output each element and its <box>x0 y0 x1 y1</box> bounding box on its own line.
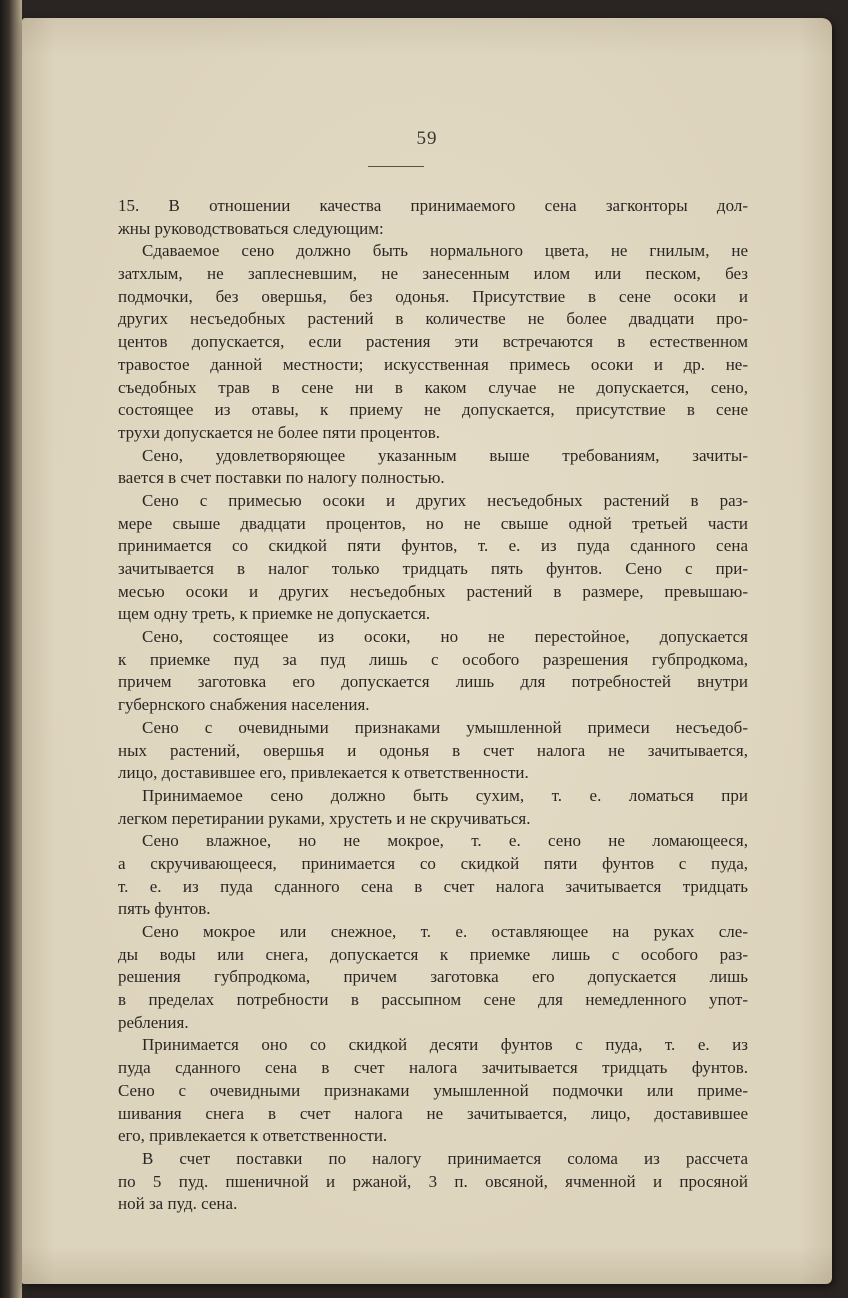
page-text-body <box>118 195 748 1216</box>
text-line: других несъедобных растений в количестве не более двадцати про- <box>118 309 748 329</box>
text-line: его, привлекается к ответственности. <box>118 1126 388 1146</box>
text-line: т. е. из пуда сданного сена в счет налога зачитывается тридцать <box>118 876 748 896</box>
book-binding <box>0 0 22 1298</box>
text-line: Сдаваемое сено должно быть нормального цвета, не гнилым, не <box>142 241 748 261</box>
text-line: Сено влажное, но не мокрое, т. е. сено не ломающееся, <box>142 831 748 851</box>
text-line: причем заготовка его допускается лишь для потребностей внутри <box>118 672 748 692</box>
text-line: вается в счет поставки по налогу полностью. <box>118 468 445 488</box>
text-line: зачитывается в налог только тридцать пять фунтов. Сено с при- <box>118 559 748 578</box>
text-line: месью осоки и других несъедобных растений в размере, превышаю- <box>118 581 748 601</box>
page-number-rule <box>368 166 424 167</box>
text-line: Сено с примесью осоки и других несъедобных растений в раз- <box>142 490 748 510</box>
text-line: Принимаемое сено должно быть сухим, т. е. ломаться при <box>142 785 748 805</box>
text-line: легком перетирании руками, хрустеть и не скручиваться. <box>118 808 531 828</box>
text-line: пуда сданного сена в счет налога зачитывается тридцать фунтов. <box>118 1058 748 1078</box>
text-line: Принимается оно со скидкой десяти фунтов с пуда, т. е. из <box>142 1035 748 1055</box>
text-line: пять фунтов. <box>118 899 211 919</box>
text-line: 15. В отношении качества принимаемого сена загконторы дол- <box>118 196 748 215</box>
text-line: решения губпродкома, причем заготовка его допускается лишь <box>118 967 748 987</box>
text-line: Сено с очевидными признаками умышленной примеси несъедоб- <box>142 717 748 737</box>
page-number: 59 <box>416 128 438 149</box>
text-line: лицо, доставившее его, привлекается к ответственности. <box>118 763 529 783</box>
text-line: Сено мокрое или снежное, т. е. оставляющее на руках сле- <box>142 922 748 941</box>
text-line: щем одну треть, к приемке не допускается. <box>118 604 431 624</box>
text-line: В счет поставки по налогу принимается солома из рассчета <box>142 1148 748 1168</box>
text-line: трухи допускается не более пяти процентов. <box>118 422 441 442</box>
text-line: центов допускается, если растения эти встречаются в естественном <box>118 332 748 352</box>
text-line: подмочки, без овершья, без одонья. Присутствие в сене осоки и <box>118 286 748 306</box>
text-line: по 5 пуд. пшеничной и ржаной, 3 п. овсяной, ячменной и просяной <box>118 1171 748 1191</box>
text-line: к приемке пуд за пуд лишь с особого разрешения губпродкома, <box>118 649 748 669</box>
text-line: губернского снабжения населения. <box>118 695 370 715</box>
text-line: травостое данной местности; искусственная примесь осоки и др. не- <box>118 354 748 374</box>
book-page <box>22 18 832 1284</box>
text-line: Сено, состоящее из осоки, но не перестойное, допускается <box>142 627 748 647</box>
text-line: Сено с очевидными признаками умышленной подмочки или приме- <box>118 1080 748 1100</box>
text-line: Сено, удовлетворяющее указанным выше требованиям, зачиты- <box>142 445 748 465</box>
text-line: мере свыше двадцати процентов, но не свыше одной третьей части <box>118 513 748 533</box>
text-line: жны руководствоваться следующим: <box>118 218 384 238</box>
text-line: в пределах потребности в рассыпном сене для немедленного упот- <box>118 990 748 1010</box>
text-line: съедобных трав в сене ни в каком случае не допускается, сено, <box>118 377 748 397</box>
text-line: шивания снега в счет налога не зачитывается, лицо, доставившее <box>118 1103 748 1123</box>
text-line: ной за пуд. сена. <box>118 1194 238 1214</box>
text-line: а скручивающееся, принимается со скидкой пяти фунтов с пуда, <box>118 853 748 873</box>
text-line: ных растений, овершья и одонья в счет налога не зачитывается, <box>118 740 748 760</box>
text-line: ребления. <box>118 1012 189 1032</box>
text-line: состоящее из отавы, к приему не допускается, присутствие в сене <box>118 400 748 420</box>
text-line: принимается со скидкой пяти фунтов, т. е. из пуда сданного сена <box>118 536 748 556</box>
text-line: ды воды или снега, допускается к приемке лишь с особого раз- <box>118 944 748 964</box>
text-line: затхлым, не заплесневшим, не занесенным илом или песком, без <box>118 264 748 284</box>
